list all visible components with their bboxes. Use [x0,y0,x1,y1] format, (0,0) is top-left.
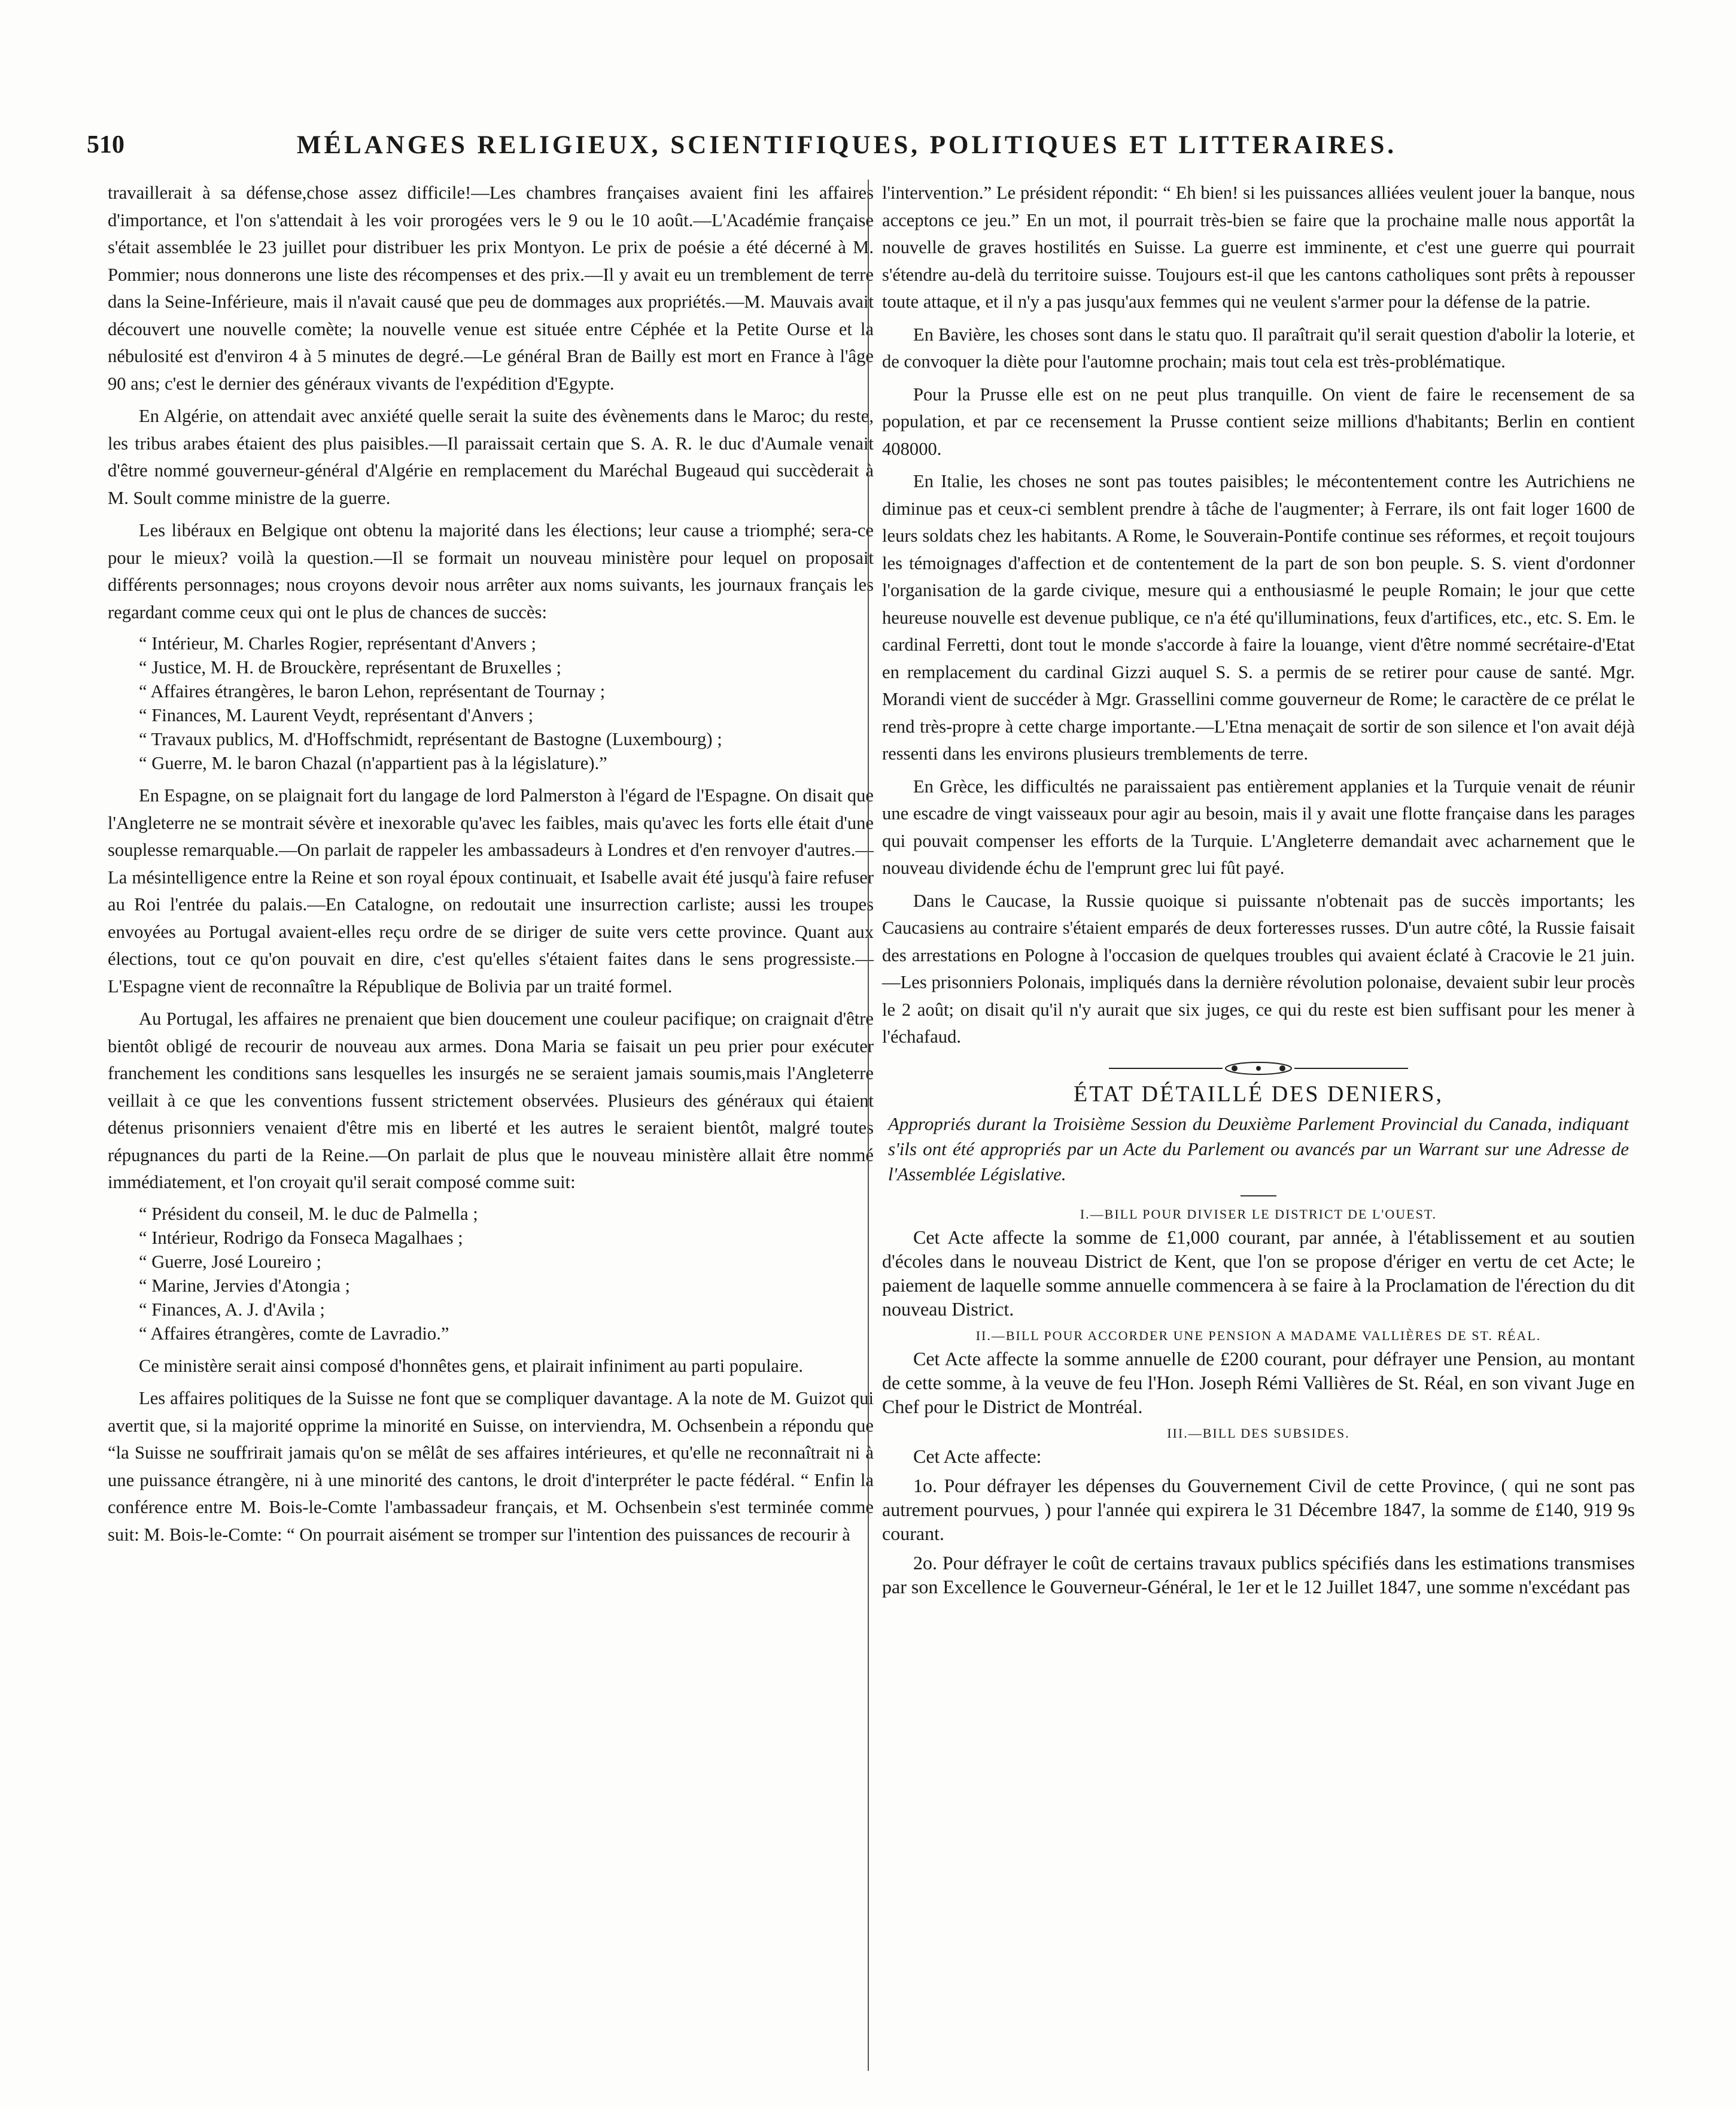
bill-heading: I.—BILL POUR DIVISER LE DISTRICT DE L'OUEST. [1080,1207,1437,1222]
list-item: “ Guerre, M. le baron Chazal (n'appartient pas à la législature).” [139,753,607,773]
section-title: ÉTAT DÉTAILLÉ DES DENIERS, [1074,1081,1443,1107]
list-item: “ Intérieur, Rodrigo da Fonseca Magalhaes ; [139,1227,463,1248]
paragraph-spain: En Espagne, on se plaignait fort du langage de lord Palmerston à l'égard de l'Espagne. On disait que l'Angleterre ne se montrait sévère et inexorable qu'avec les faibles, mais qu'avec les forts elle était d'une souplesse remarquable.—On parlait de rappeler les ambassadeurs à Londres et d'en renvoyer d'autres.—La mésintelligence entre la Reine et son royal époux continuait, et Isabelle avait été jusqu'à faire refuser au Roi l'entrée du palais.—En Catalogne, on redoutait une insurrection carliste; aussi les troupes envoyées au Portugal avaient-elles reçu ordre de se diriger de suite vers cette province. Quant aux élections, tout ce qu'on pouvait en dire, c'est qu'elles s'étaient faites dans le sens progressiste.—L'Espagne vient de reconnaître la République de Bolivia par un traité formel. [108,785,874,997]
paragraph-prussia: Pour la Prusse elle est on ne peut plus tranquille. On vient de faire le recensement de sa population, et par ce recensement la Prusse contient seize millions d'habitants; Berlin en contient 408000. [882,384,1635,459]
list-item: “ Affaires étrangères, le baron Lehon, représentant de Tournay ; [139,681,606,701]
list-item: “ Intérieur, M. Charles Rogier, représentant d'Anvers ; [139,633,537,654]
belgium-ministry-list [108,631,874,775]
list-item: “ Finances, M. Laurent Veydt, représentant d'Anvers ; [139,705,534,725]
list-item: “ Justice, M. H. de Brouckère, représentant de Bruxelles ; [139,657,561,678]
bill-text: Cet Acte affecte la somme de £1,000 courant, par année, à l'établissement et au soutien d'écoles dans le nouveau District de Kent, que l'on se propose d'ériger en vertu de cet Acte; le paiement de laquelle somme annuelle commencera à se faire à la Proclamation de l'érection du dit nouveau District. [882,1226,1635,1320]
paragraph-greece: En Grèce, les difficultés ne paraissaient pas entièrement applanies et la Turquie venait de réunir une escadre de vingt vaisseaux pour agir au besoin, mais il y avait une flotte française dans les parages qui pouvait compenser les efforts de la Turquie. L'Angleterre demandait avec acharnement que le nouveau dividende échu de l'emprunt grec lui fût payé. [882,776,1635,878]
divider [1241,1195,1276,1196]
running-head [87,130,1607,172]
portugal-ministry-list [108,1202,874,1345]
paragraph-belgium: Les libéraux en Belgique ont obtenu la majorité dans les élections; leur cause a triomphé; sera-ce pour le mieux? voilà la question.—Il se formait un nouveau ministère pour lequel on proposait différents personnages; nous croyons devoir nous arrêter aux noms suivants, les journaux français les regardant comme ceux qui ont le plus de chances de succès: [108,520,874,622]
ornament-icon [1103,1059,1414,1077]
list-item: “ Guerre, José Loureiro ; [139,1251,321,1272]
paragraph-switzerland-continued: l'intervention.” Le président répondit: “ Eh bien! si les puissances alliées veulent jouer la banque, nous acceptons ce jeu.” En un mot, il pourrait très-bien se faire que la prochaine malle nous apportât la nouvelle de graves hostilités en Suisse. La guerre est imminente, et c'est une guerre qui pourrait s'étendre au-delà du territoire suisse. Toujours est-il que les cantons catholiques sont prêts à repousser toute attaque, et il n'y a pas jusqu'aux femmes qui ne veulent s'armer pour la défense de la patrie. [882,183,1635,312]
list-item: “ Président du conseil, M. le duc de Palmella ; [139,1203,478,1224]
paragraph-france: travaillerait à sa défense,chose assez difficile!—Les chambres françaises avaient fini les affaires d'importance, et l'on s'attendait à les voir prorogées vers le 9 ou le 10 août.—L'Académie française s'était assemblée le 23 juillet pour distribuer les prix Montyon. Le prix de poésie a été décerné à M. Pommier; nous donnerons une liste des récompenses et des prix.—Il y avait eu un tremblement de terre dans la Seine-Inférieure, mais il n'avait causé que peu de dommages aux propriétés.—M. Mauvais avait découvert une nouvelle comète; la nouvelle venue est située entre Céphée et la Petite Ourse et la nébulosité est d'environ 4 à 5 minutes de degré.—Le général Bran de Bailly est mort en France à l'âge 90 ans; c'est le dernier des généraux vivants de l'expédition d'Egypte. [108,183,874,394]
paragraph-portugal-ministry: Ce ministère serait ainsi composé d'honnêtes gens, et plairait infiniment au parti populaire. [139,1355,803,1376]
paragraph-algeria: En Algérie, on attendait avec anxiété quelle serait la suite des évènements dans le Maroc; du reste, les tribus arabes étaient des plus paisibles.—Il paraissait certain que S. A. R. le duc d'Aumale venait d'être nommé gouverneur-général d'Algérie en remplacement du Maréchal Bugeaud qui succèderait à M. Soult comme ministre de la guerre. [108,406,874,508]
ornamental-separator [882,1058,1635,1077]
list-item: “ Travaux publics, M. d'Hoffschmidt, représentant de Bastogne (Luxembourg) ; [139,729,722,749]
bill-text: Cet Acte affecte la somme annuelle de £200 courant, pour défrayer une Pension, au montant de cette somme, à la veuve de feu l'Hon. Joseph Rémi Vallières de St. Réal, en son vivant Juge en Chef pour le District de Montréal. [882,1348,1635,1417]
paragraph-switzerland: Les affaires politiques de la Suisse ne font que se compliquer davantage. A la note de M. Guizot qui avertit que, si la majorité opprime la minorité en Suisse, on interviendra, M. Ochsenbein a répondu que “la Suisse ne souffrirait jamais qu'on se mêlât de ses affaires intérieures, et qu'elle ne reconnaîtrait ni à une puissance étrangère, ni à une minorité des cantons, le droit d'interpréter le pacte fédéral. “ Enfin la conférence entre M. Bois-le-Comte l'ambassadeur français, et M. Ochsenbein s'est terminée comme suit: M. Bois-le-Comte: “ On pourrait aisément se tromper sur l'intention des puissances de recourir à [108,1388,874,1545]
bill-text: 1o. Pour défrayer les dépenses du Gouvernement Civil de cette Province, ( qui ne sont pas autrement pourvues, ) pour l'année qui expirera le 31 Décembre 1847, la somme de £140, 919 9s courant. [882,1475,1635,1544]
paragraph-portugal: Au Portugal, les affaires ne prenaient que bien doucement une couleur pacifique; on craignait d'être bientôt obligé de recourir de nouveau aux armes. Dona Maria se faisait un peu prier pour exécuter franchement les conditions sans lesquelles les insurgés ne se seraient jamais soumis,mais l'Angleterre veillait à ce que les conventions fussent strictement observées. Plusieurs des généraux qui étaient détenus prisonniers venaient d'être mis en liberté et les autres le seraient bientôt, malgré toutes répugnances du parti de la Reine.—On parlait de plus que le nouveau ministère allait être nommé immédiatement, et l'on croyait qu'il serait composé comme suit: [108,1009,874,1192]
paragraph-italy: En Italie, les choses ne sont pas toutes paisibles; le mécontentement contre les Autrichiens ne diminue pas et ceux-ci semblent prendre à tâche de l'augmenter; à Ferrare, ils ont fait loger 1600 de leurs soldats chez les habitants. A Rome, le Souverain-Pontife continue ses réformes, et reçoit toujours les témoignages d'affection et de contentement de la part de son bon peuple. S. S. vient d'ordonner l'organisation de la garde civique, mesure qui a enthousiasmé le peuple Romain; le jour que cette heureuse nouvelle est devenue publique, ce n'a été qu'illuminations, feux d'artifices, etc., etc. S. Em. le cardinal Ferretti, dont tout le monde s'accorde à faire la louange, vient d'être nommé secrétaire-d'Etat en remplacement du cardinal Gizzi auquel S. S. a permis de se retirer pour cause de santé. Mgr. Morandi vient de succéder à Mgr. Grassellini comme gouverneur de Rome; le caractère de ce prélat le rend très-propre à cette charge importante.—L'Etna menaçait de sortir de son silence et l'on avait déjà ressenti dans les environs plusieurs tremblements de terre. [882,471,1635,764]
right-column [868,180,1635,2071]
bill-text: Cet Acte affecte: [913,1445,1042,1467]
bill-heading: II.—BILL POUR ACCORDER UNE PENSION A MADAME VALLIÈRES DE ST. RÉAL. [975,1328,1542,1343]
paragraph-caucasus: Dans le Caucase, la Russie quoique si puissante n'obtenait pas de succès importants; les Caucasiens au contraire s'étaient emparés de deux forteresses russes. D'un autre côté, la Russie faisait des arrestations en Pologne à l'occasion de quelques troubles qui avaient éclaté à Cracovie le 21 juin.—Les prisonniers Polonais, impliqués dans la dernière révolution polonaise, devaient subir leur procès le 2 août; on disait qu'il n'y aurait que six juges, ce qui du reste est bien suffisant pour les mener à l'échafaud. [882,890,1635,1047]
left-column [108,180,874,1554]
list-item: “ Finances, A. J. d'Avila ; [139,1299,325,1320]
page-number: 510 [87,131,124,159]
list-item: “ Affaires étrangères, comte de Lavradio.” [139,1323,449,1344]
list-item: “ Marine, Jervies d'Atongia ; [139,1275,350,1296]
bill-text: 2o. Pour défrayer le coût de certains travaux publics spécifiés dans les estimations transmises par son Excellence le Gouverneur-Général, le 1er et le 12 Juillet 1847, une somme n'excédant pas [882,1552,1635,1597]
page-header-title: MÉLANGES RELIGIEUX, SCIENTIFIQUES, POLITIQUES ET LITTERAIRES. [296,131,1397,159]
section-subtitle: Appropriés durant la Troisième Session du Deuxième Parlement Provincial du Canada, indiquant s'ils ont été appropriés par un Acte du Parlement ou avancés par un Warrant sur une Adresse de l'Assemblée Législative. [888,1113,1629,1184]
bill-heading: III.—BILL DES SUBSIDES. [1167,1426,1350,1441]
paragraph-bavaria: En Bavière, les choses sont dans le statu quo. Il paraîtrait qu'il serait question d'abolir la loterie, et de convoquer la diète pour l'automne prochain; mais tout cela est très-problématique. [882,324,1635,372]
